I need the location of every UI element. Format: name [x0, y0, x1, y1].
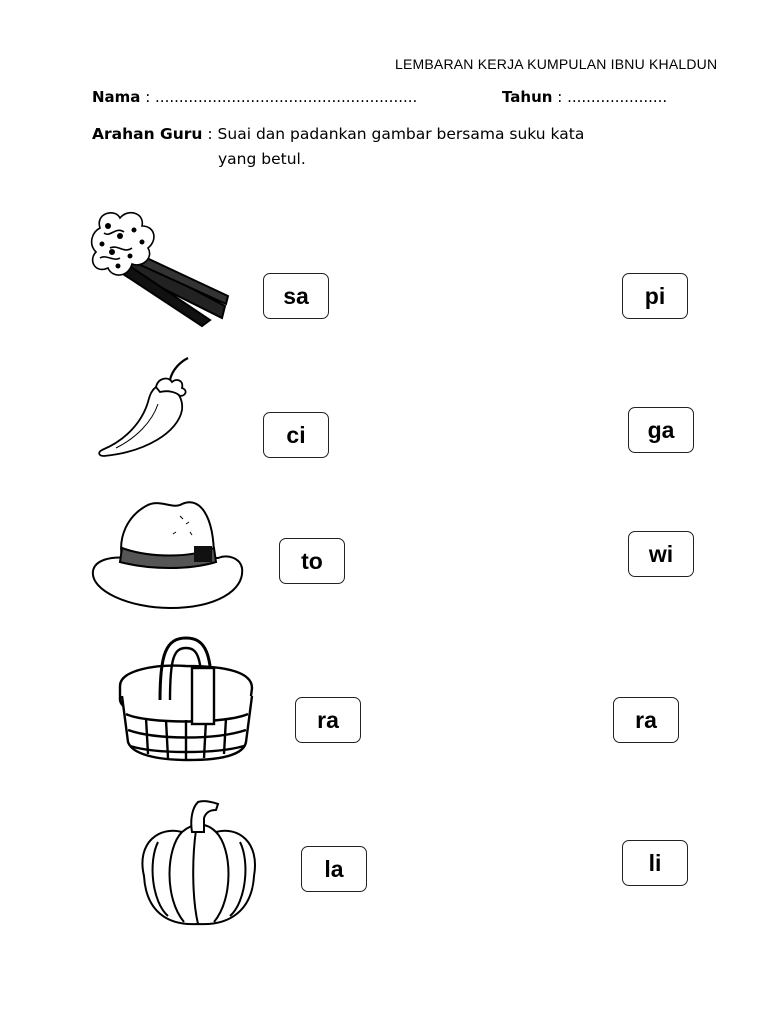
- instruction-line2: yang betul.: [218, 150, 306, 168]
- left-syllable-box[interactable]: to: [279, 538, 345, 584]
- nama-blank[interactable]: : .......................................................: [145, 88, 418, 106]
- nama-label: Nama: [92, 88, 141, 106]
- left-syllable-box[interactable]: ra: [295, 697, 361, 743]
- left-syllable-box[interactable]: sa: [263, 273, 329, 319]
- right-syllable-box[interactable]: li: [622, 840, 688, 886]
- basket-icon: [116, 634, 256, 762]
- instruction: [92, 122, 584, 172]
- right-syllable-box[interactable]: ga: [628, 407, 694, 453]
- tahun-field: [502, 88, 667, 106]
- nama-field: [92, 88, 417, 106]
- celery-icon: [90, 208, 235, 328]
- chili-pepper-icon: [96, 352, 196, 462]
- instruction-line1: : Suai dan padankan gambar bersama suku kata: [207, 125, 585, 143]
- pumpkin-icon: [134, 798, 262, 928]
- right-syllable-box[interactable]: wi: [628, 531, 694, 577]
- tahun-label: Tahun: [502, 88, 553, 106]
- instruction-label: Arahan Guru: [92, 125, 203, 143]
- hat-icon: [90, 496, 246, 611]
- tahun-blank[interactable]: : .....................: [557, 88, 668, 106]
- right-syllable-box[interactable]: ra: [613, 697, 679, 743]
- left-syllable-box[interactable]: ci: [263, 412, 329, 458]
- worksheet-header: LEMBARAN KERJA KUMPULAN IBNU KHALDUN: [395, 56, 718, 72]
- right-syllable-box[interactable]: pi: [622, 273, 688, 319]
- left-syllable-box[interactable]: la: [301, 846, 367, 892]
